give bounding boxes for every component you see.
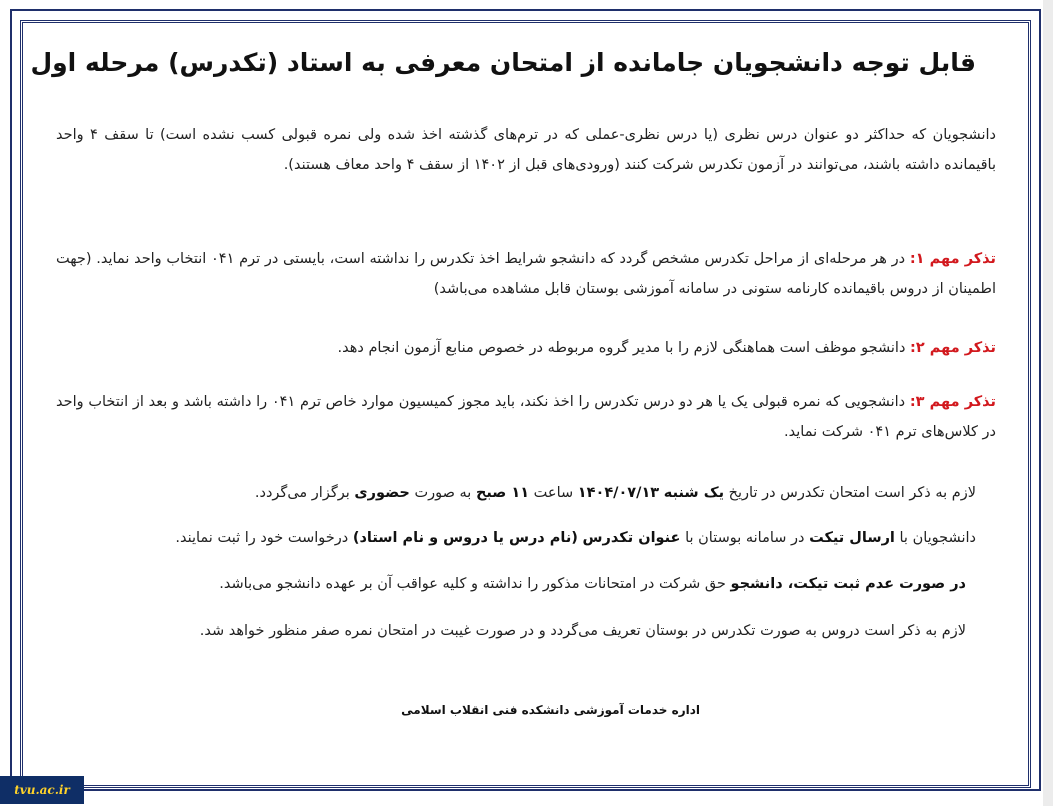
ticket-send: ارسال تیکت — [809, 530, 895, 546]
site-logo[interactable]: tvu.ac.ir — [0, 776, 84, 804]
note-2 — [56, 333, 996, 363]
page-title: قابل توجه دانشجویان جامانده از امتحان معرفی به استاد (تکدرس) مرحله اول — [30, 48, 976, 77]
warning-text: حق شرکت در امتحانات مذکور را نداشته و کلیه عواقب آن بر عهده دانشجو می‌باشد. — [219, 576, 731, 592]
signature: اداره خدمات آموزشی دانشکده فنی انقلاب اسلامی — [401, 703, 700, 717]
ticket-subject-label: عنوان تکدرس — [582, 530, 681, 546]
ticket-text-4: درخواست خود را ثبت نمایند. — [175, 530, 353, 546]
exam-text-3: ساعت — [529, 485, 578, 501]
ticket-line — [56, 524, 976, 552]
note-1-label: تذکر مهم ۱: — [909, 251, 997, 267]
warning-line — [56, 570, 966, 598]
scrollbar-track[interactable] — [1043, 0, 1053, 806]
note-1-text: در هر مرحله‌ای از مراحل تکدرس مشخص گردد که دانشجو شرایط اخذ تکدرس را نداشته است، بایستی در ترم ۰۴۱ انتخاب واحد نماید. (جهت اطمینان از دروس باقیمانده کارنامه ستونی در سامانه آموزشی بوستان قابل مشاهده می‌باشد) — [56, 251, 996, 297]
exam-text-1: لازم به ذکر است امتحان تکدرس در تاریخ — [724, 485, 976, 501]
exam-time: ۱۱ صبح — [475, 485, 530, 501]
exam-day: یک شنبه — [663, 485, 725, 501]
ticket-text-2: در سامانه بوستان با — [680, 530, 810, 546]
note-3-label: تذکر مهم ۳: — [909, 394, 996, 410]
exam-text-5: برگزار می‌گردد. — [254, 485, 355, 501]
note-1 — [56, 244, 996, 304]
warning-bold: در صورت عدم ثبت تیکت، دانشجو — [730, 576, 966, 592]
exam-date: ۱۴۰۴/۰۷/۱۳ — [577, 485, 660, 501]
absence-line: لازم به ذکر است دروس به صورت تکدرس در بوستان تعریف می‌گردد و در صورت غیبت در امتحان نمره صفر منظور خواهد شد. — [199, 623, 966, 639]
ticket-text-1: دانشجویان با — [894, 530, 976, 546]
exam-text-4: به صورت — [409, 485, 476, 501]
note-2-label: تذکر مهم ۲: — [910, 340, 996, 356]
note-3 — [56, 387, 996, 447]
note-3-text: دانشجویی که نمره قبولی یک یا هر دو درس تکدرس را اخذ نکند، باید مجوز کمیسیون موارد خاص ترم ۰۴۱ را داشته باشد و بعد از انتخاب واحد در کلاس‌های ترم ۰۴۱ شرکت نماید. — [56, 394, 996, 440]
exam-date-line — [56, 479, 976, 507]
note-2-text: دانشجو موظف است هماهنگی لازم را با مدیر گروه مربوطه در خصوص منابع آزمون انجام دهد. — [337, 340, 911, 356]
exam-mode: حضوری — [354, 485, 410, 501]
ticket-subject-format: (نام درس یا دروس و نام استاد) — [352, 530, 578, 546]
intro-paragraph: دانشجویان که حداکثر دو عنوان درس نظری (یا درس نظری-عملی که در ترم‌های گذشته اخذ شده ولی نمره قبولی کسب نشده است) تا سقف ۴ واحد باقیمانده داشته باشند، می‌توانند در آزمون تکدرس شرکت کنند (ورودی‌های قبل از ۱۴۰۲ از سقف ۴ واحد معاف هستند). — [56, 127, 996, 173]
